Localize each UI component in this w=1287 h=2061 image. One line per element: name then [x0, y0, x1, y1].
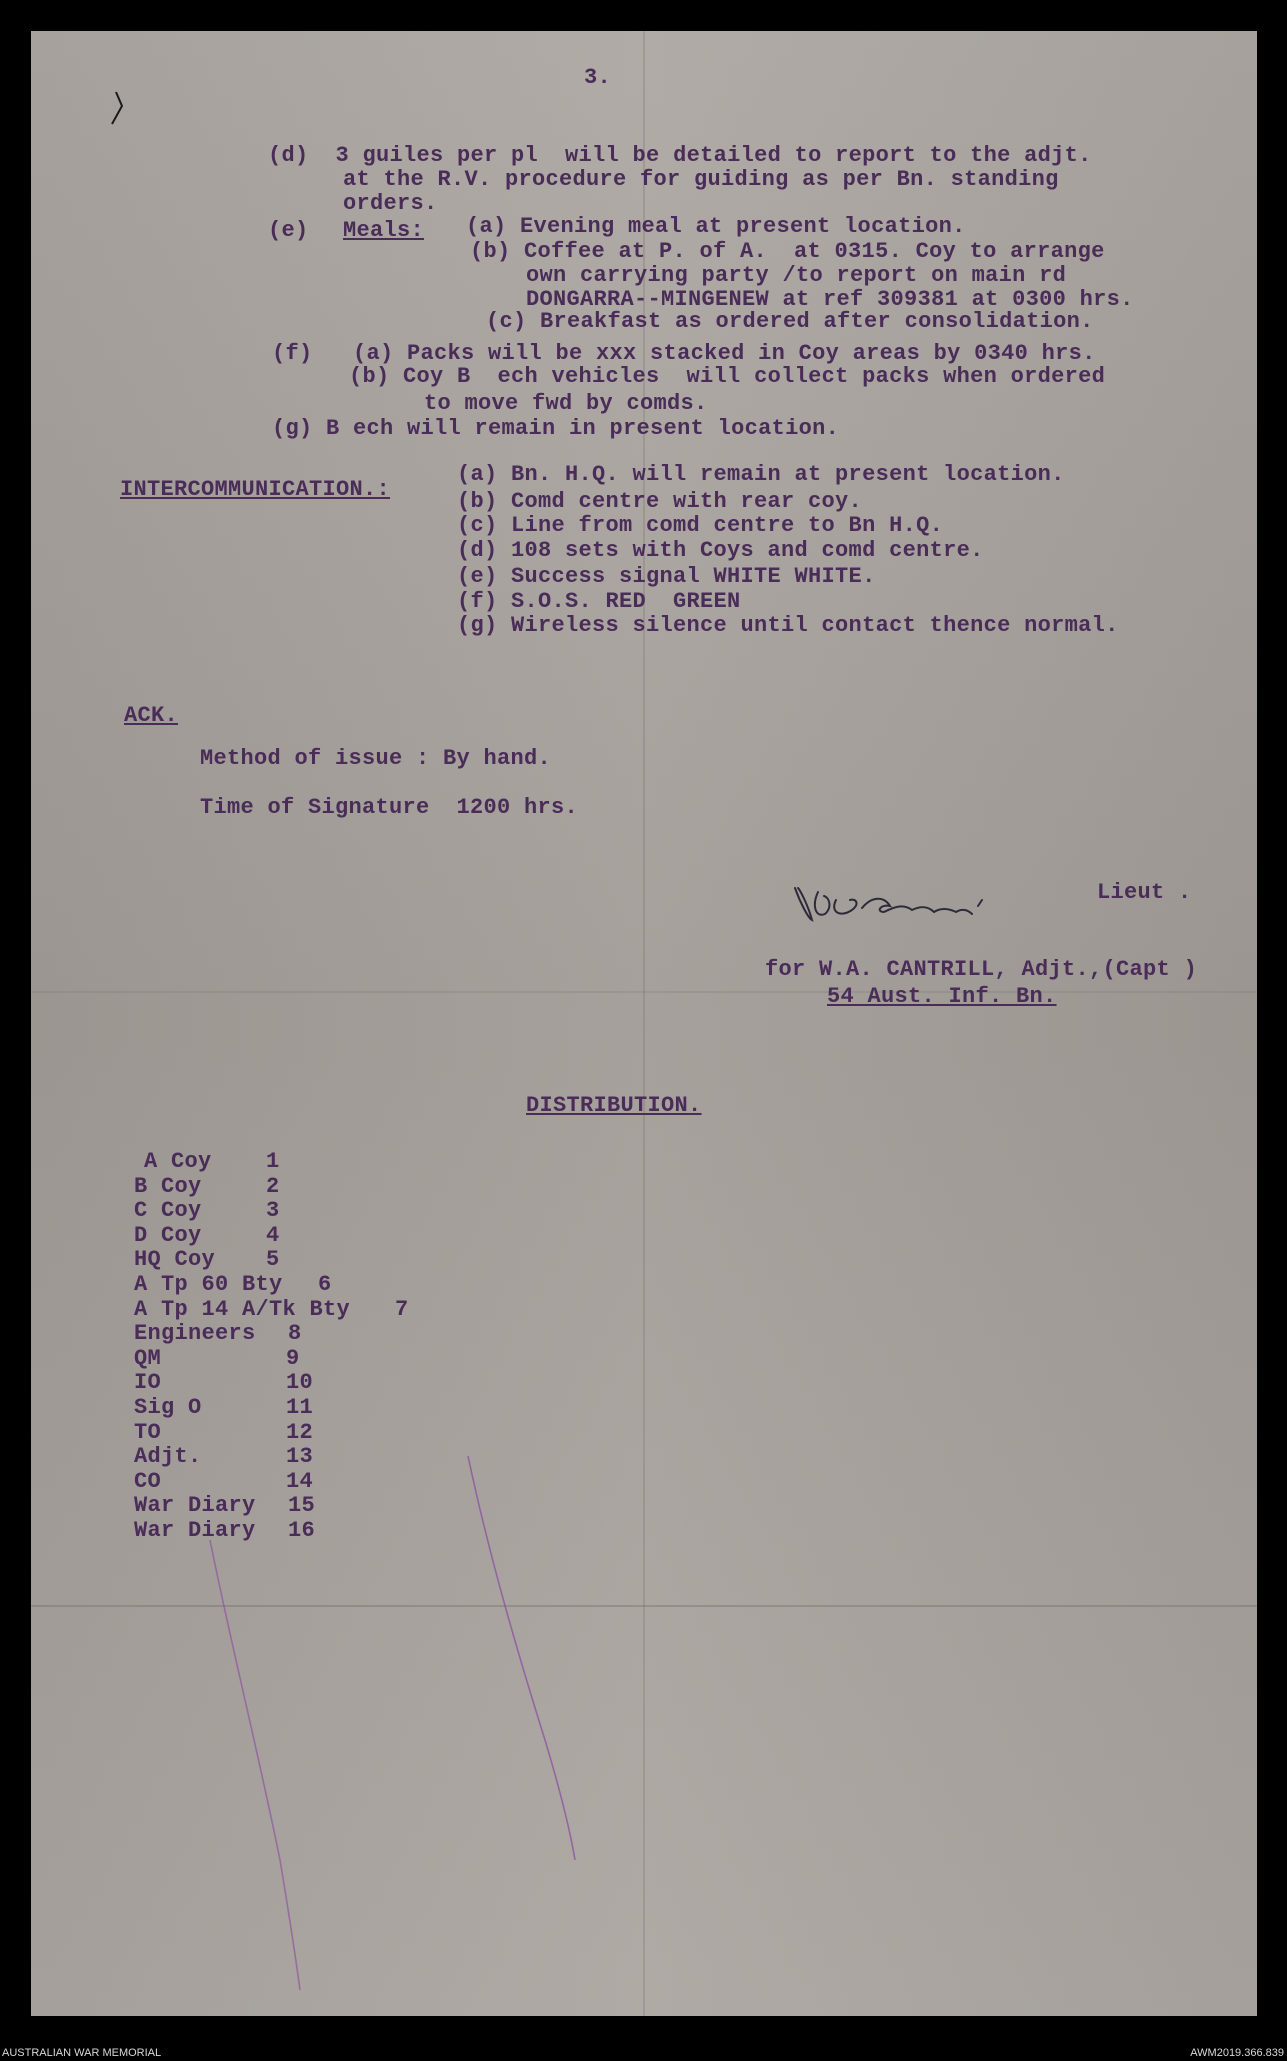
- distribution-copy-number: 9: [286, 1346, 300, 1371]
- rank-lieut: Lieut .: [1097, 880, 1192, 905]
- distribution-recipient: IO: [134, 1370, 162, 1395]
- para-f-line-3: to move fwd by comds.: [424, 391, 708, 416]
- distribution-recipient: A Tp 14 A/Tk Bty: [134, 1297, 351, 1322]
- para-e-a: (a) Evening meal at present location.: [466, 214, 966, 239]
- time-of-signature: Time of Signature 1200 hrs.: [200, 795, 579, 820]
- method-of-issue: Method of issue : By hand.: [200, 746, 552, 771]
- distribution-copy-number: 15: [288, 1493, 316, 1518]
- distribution-recipient: CO: [134, 1469, 162, 1494]
- para-e-b-line-3: DONGARRA--MINGENEW at ref 309381 at 0300 hrs.: [526, 287, 1134, 312]
- para-e-b-line-1: (b) Coffee at P. of A. at 0315. Coy to arrange: [470, 239, 1105, 264]
- unit-name: 54 Aust. Inf. Bn.: [827, 984, 1057, 1009]
- para-d-line-2: at the R.V. procedure for guiding as per Bn. standing: [343, 167, 1059, 192]
- distribution-recipient: Engineers: [134, 1321, 256, 1346]
- distribution-copy-number: 14: [286, 1469, 314, 1494]
- intercom-item: (g) Wireless silence until contact thence normal.: [457, 613, 1119, 638]
- para-e-label: (e): [268, 218, 309, 243]
- intercom-item: (c) Line from comd centre to Bn H.Q.: [457, 513, 944, 538]
- footer-institution: AUSTRALIAN WAR MEMORIAL: [2, 2047, 162, 2059]
- for-adjutant-line: for W.A. CANTRILL, Adjt.,(Capt ): [765, 957, 1198, 982]
- distribution-copy-number: 5: [266, 1247, 280, 1272]
- distribution-recipient: A Tp 60 Bty: [134, 1272, 283, 1297]
- ack-heading: ACK.: [124, 703, 179, 728]
- distribution-heading: DISTRIBUTION.: [526, 1093, 702, 1118]
- para-f-line-1: (f) (a) Packs will be xxx stacked in Coy areas by 0340 hrs.: [272, 341, 1096, 366]
- distribution-copy-number: 1: [266, 1149, 280, 1174]
- distribution-copy-number: 16: [288, 1518, 316, 1543]
- distribution-recipient: A Coy: [144, 1149, 212, 1174]
- distribution-copy-number: 10: [286, 1370, 314, 1395]
- distribution-recipient: B Coy: [134, 1174, 202, 1199]
- intercom-item: (a) Bn. H.Q. will remain at present location.: [457, 462, 1065, 487]
- distribution-copy-number: 13: [286, 1444, 314, 1469]
- intercom-item: (e) Success signal WHITE WHITE.: [457, 564, 876, 589]
- para-e-b-line-2: own carrying party /to report on main rd: [526, 263, 1067, 288]
- distribution-recipient: D Coy: [134, 1223, 202, 1248]
- page-number: 3.: [584, 65, 612, 90]
- distribution-recipient: War Diary: [134, 1518, 256, 1543]
- para-d-line-3: orders.: [343, 191, 438, 216]
- distribution-copy-number: 3: [266, 1198, 280, 1223]
- para-d-line-1: (d) 3 guiles per pl will be detailed to report to the adjt.: [268, 143, 1092, 168]
- intercommunication-heading: INTERCOMMUNICATION.:: [120, 477, 391, 502]
- distribution-recipient: Sig O: [134, 1395, 202, 1420]
- distribution-copy-number: 12: [286, 1420, 314, 1445]
- para-f-line-2: (b) Coy B ech vehicles will collect packs when ordered: [349, 364, 1106, 389]
- distribution-copy-number: 8: [288, 1321, 302, 1346]
- intercom-item: (d) 108 sets with Coys and comd centre.: [457, 538, 984, 563]
- distribution-copy-number: 4: [266, 1223, 280, 1248]
- distribution-copy-number: 6: [318, 1272, 332, 1297]
- intercom-item: (b) Comd centre with rear coy.: [457, 489, 863, 514]
- meals-heading: Meals:: [343, 218, 425, 243]
- distribution-copy-number: 2: [266, 1174, 280, 1199]
- para-e-c: (c) Breakfast as ordered after consolidation.: [486, 309, 1094, 334]
- distribution-copy-number: 7: [395, 1297, 409, 1322]
- distribution-recipient: Adjt.: [134, 1444, 202, 1469]
- intercom-item: (f) S.O.S. RED GREEN: [457, 589, 741, 614]
- distribution-copy-number: 11: [286, 1395, 314, 1420]
- footer-accession-number: AWM2019.366.839: [1190, 2047, 1284, 2059]
- distribution-recipient: QM: [134, 1346, 162, 1371]
- distribution-recipient: War Diary: [134, 1493, 256, 1518]
- distribution-recipient: HQ Coy: [134, 1247, 216, 1272]
- distribution-recipient: C Coy: [134, 1198, 202, 1223]
- para-g: (g) B ech will remain in present location.: [272, 416, 840, 441]
- distribution-recipient: TO: [134, 1420, 162, 1445]
